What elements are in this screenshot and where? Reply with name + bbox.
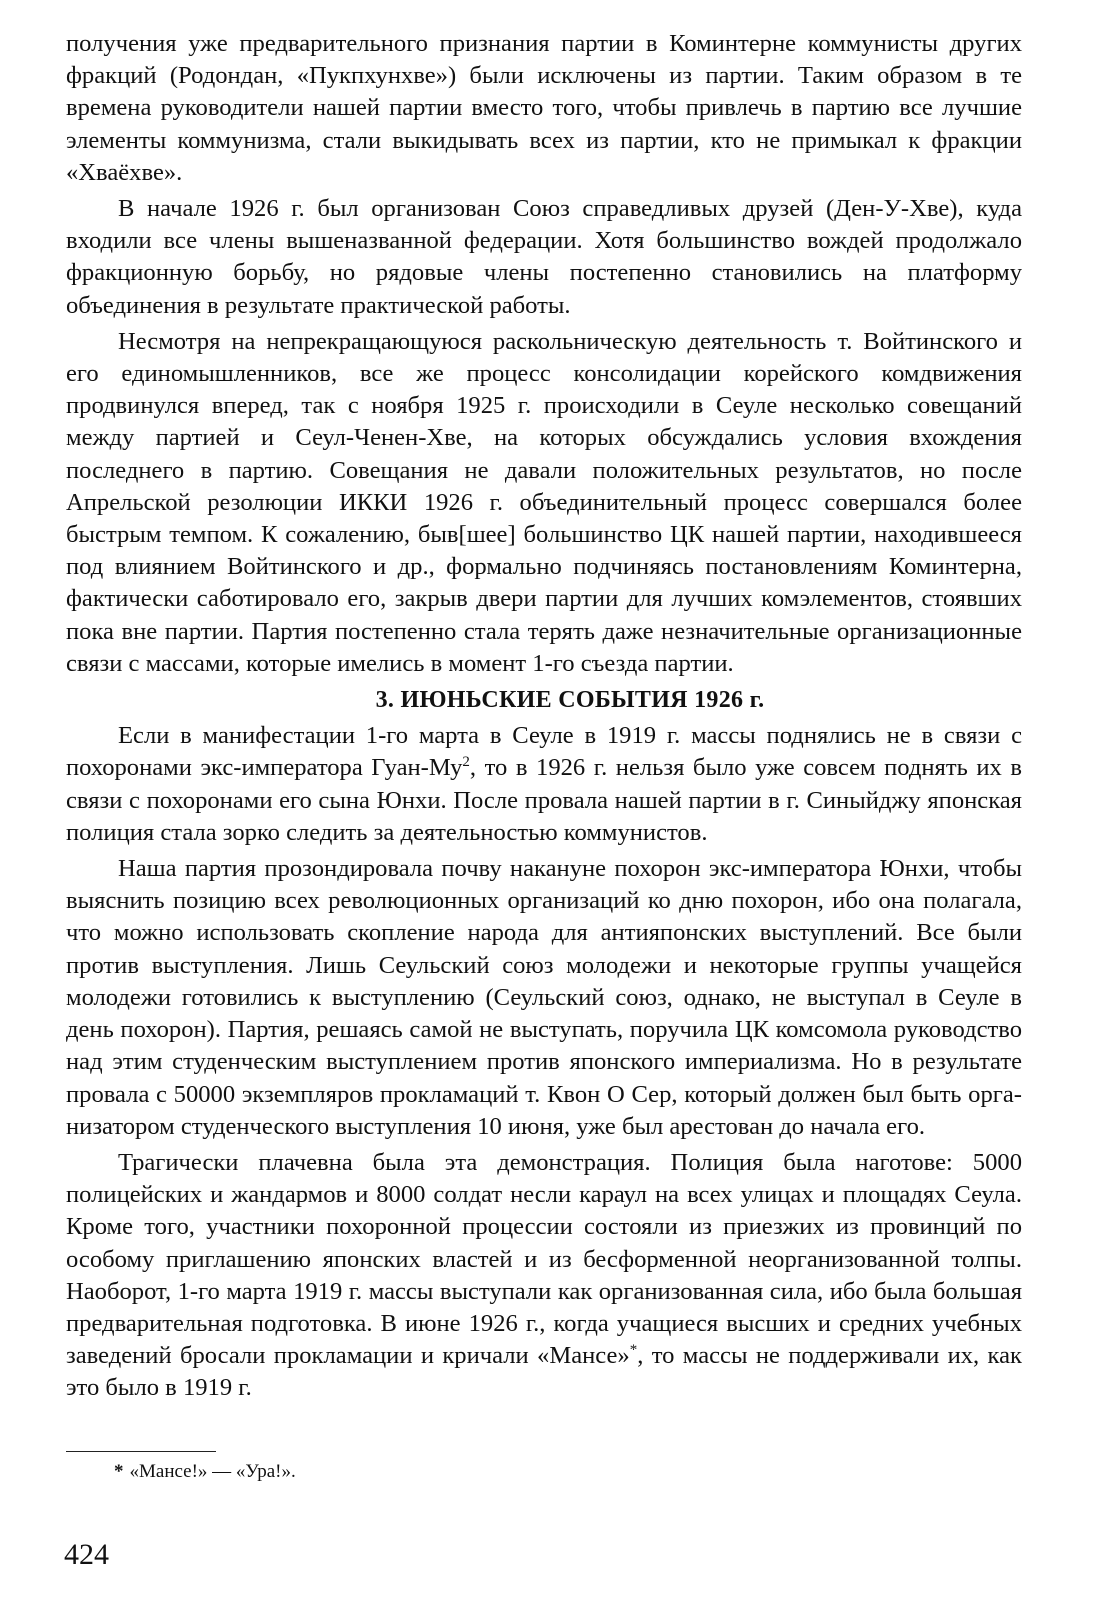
footnote-ref-2: 2 — [462, 754, 470, 771]
paragraph-1: получения уже предварительного признания партии в Коминтерне коммунисты других фракций (Родондан, «Пукпхунхве») были исключены из партии. Таким образом в те времена руководители нашей партии вместо того, чтобы привлечь в партию все лучшие элементы коммунизма, стали выкидывать всех из партии, кто не примыкал к фракции «Хваёхве». — [66, 30, 1022, 186]
footnote-divider — [66, 1451, 216, 1452]
paragraph-4-text-a: Если в манифестации 1-го марта в Сеуле в 1919 г. массы поднялись не в связи с похоронами экс-императора Гуан-Му — [66, 722, 1022, 782]
footnote-text: «Мансе!» — «Ура!». — [129, 1461, 296, 1482]
section-heading: 3. ИЮНЬСКИЕ СОБЫТИЯ 1926 г. — [375, 687, 765, 714]
paragraph-3: Несмотря на непрекращающуюся раскольническую деятельность т. Войтинского и его единомышленников, все же процесс консолидации корейского комдвижения продвинулся вперед, так с ноября 1925 г. происходили в Сеуле несколько совещаний между партией и Сеул-Ченен-Хве, на которых обсуждались условия вхождения последнего в партию. Совещания не давали положительных результатов, но после Апрельской резолюции ИККИ 1926 г. объединительный процесс совершался более быстрым темпом. К сожалению, быв[шее] большинство ЦК нашей партии, находившееся под влиянием Войтинского и др., формально подчиняясь постановлениям Коминтерна, фактически саботировало его, закрыв двери партии для лучших комэлементов, стоявших пока вне партии. Партия постепенно стала терять даже незначительные организационные связи с массами, которые имелись в момент 1-го съезда партии. — [66, 327, 1022, 677]
body-text — [66, 28, 1022, 1409]
footnote — [114, 1460, 296, 1484]
page-number: 424 — [64, 1538, 109, 1571]
footnote-ref-star: * — [629, 1342, 638, 1359]
paragraph-2: В начале 1926 г. был организован Союз справедливых друзей (Ден-У-Хве), куда входили все члены вышеназванной федерации. Хотя большинство вождей продолжало фракционную борьбу, но рядовые члены постепенно становились на платформу объединения в результате практической работы. — [66, 195, 1022, 319]
paragraph-4-text-b: , то в 1926 г. нельзя было уже совсем поднять их в связи с похоронами его сына Юнхи. После провала нашей партии в г. Синыйджу японская полиция стала зорко следить за деятельностью коммунистов. — [66, 754, 1022, 846]
paragraph-6-text-b: , то массы не поддерживали их, как это было в 1919 г. — [66, 1342, 1022, 1402]
paragraph-6 — [66, 1147, 1022, 1405]
footnote-mark: * — [114, 1461, 124, 1482]
paragraph-6-text-a: Трагически плачевна была эта демонстрация. Полиция была наготове: 5000 полицейских и жандармов и 8000 солдат несли караул на всех улицах и площадях Сеула. Кроме того, участники похоронной процессии состояли из приезжих из провинций по особому приглашению японских властей и из бесформенной неорганизованной толпы. Наоборот, 1-го марта 1919 г. массы выступали как организованная сила, ибо была большая предварительная подготовка. В июне 1926 г., когда учащиеся высших и средних учебных заведений бросали прокламации и кричали «Мансе» — [66, 1148, 1022, 1370]
paragraph-4 — [66, 720, 1022, 849]
paragraph-5: Наша партия прозондировала почву накануне похорон экс-императора Юнхи, чтобы выяснить позицию всех революционных организаций ко дню похорон, ибо она полагала, что можно использовать скопление народа для антияпонских выступлений. Все были против выступления. Лишь Сеульский союз молодежи и некоторые группы учащейся молодежи готовились к выступлению (Сеульский союз, однако, не выступал в Сеуле в день похорон). Партия, решаясь самой не выступать, поручила ЦК комсомола руководство над этим студенческим выступлением против японского империализма. Но в результате провала с 50000 экземпляров прокламаций т. Квон О Сер, который должен был быть организатором студенческого выступления 10 июня, уже был арестован до начала его. — [66, 855, 1022, 1140]
